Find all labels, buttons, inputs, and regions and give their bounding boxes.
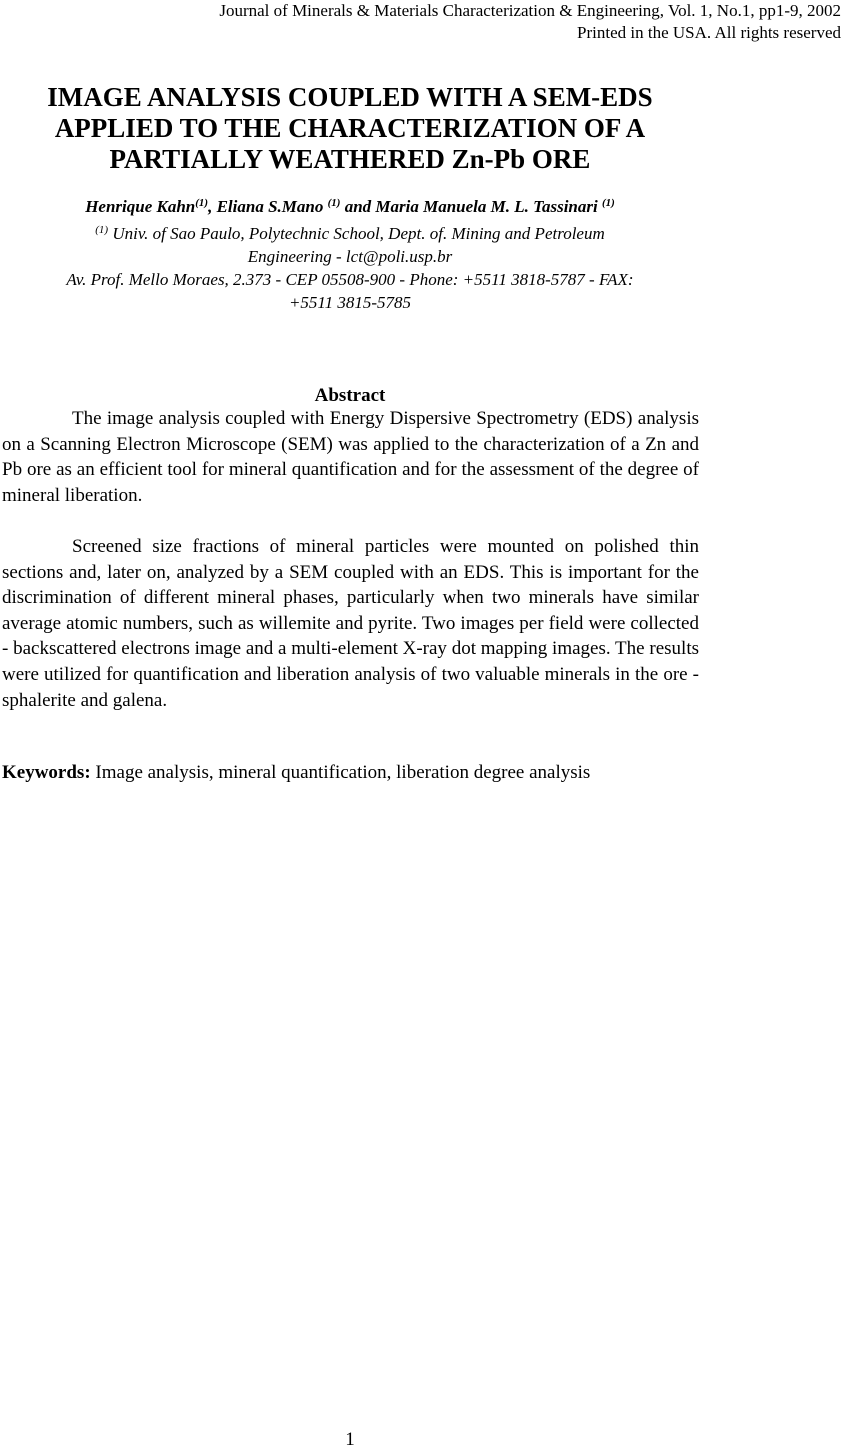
abstract-paragraph: The image analysis coupled with Energy Dispersive Spectrometry (EDS) analysis on a Scanning Electron Microscope (SEM) was applied to the characterization of a Zn and Pb ore as an efficient tool for mineral quantification and for the assessment of the degree of mineral liberation. [2,408,699,506]
affiliation-line-1: $^{(1)}$ Univ. of Sao Paulo, Polytechnic School, Dept. of. Mining and Petroleum [95,224,605,243]
author-name: and Maria Manuela M. L. Tassinari [340,197,598,216]
page-number: 1 [345,1429,355,1450]
affiliation-marker: (1) [95,224,109,236]
affiliation-line-2: Engineering - lct@poli.usp.br [247,247,453,266]
paper-title [0,82,700,175]
abstract-paragraph: Screened size fractions of mineral particles were mounted on polished thin sections and, later on, analyzed by a SEM coupled with an EDS. This is important for the discrimination of different mineral phases, particularly when two minerals have similar average atomic numbers, such as willemite and pyrite. Two images per field were collected - backscattered electrons image and a multi-element X-ray dot mapping images. The results were utilized for quantification and liberation analysis of two valuable minerals in the ore - sphalerite and galena. [2,536,699,711]
abstract-heading: Abstract [314,385,386,406]
title-line-3: PARTIALLY WEATHERED Zn-Pb ORE [109,144,591,174]
keywords-text: Image analysis, mineral quantification, liberation degree analysis [90,762,591,783]
journal-citation: Journal of Minerals & Materials Characterization & Engineering, Vol. 1, No.1, pp1-9, 2002 [219,1,841,20]
author-name: , Eliana S.Mano [208,197,324,216]
keywords [2,760,762,785]
address-line-2: +5511 3815-5785 [288,293,412,312]
keywords-label: Keywords: [2,762,91,783]
copyright-notice: Printed in the USA. All rights reserved [577,23,841,42]
title-line-2: APPLIED TO THE CHARACTERIZATION OF A [54,113,646,143]
affiliation-block [0,222,700,314]
title-line-1: IMAGE ANALYSIS COUPLED WITH A SEM-EDS [47,82,653,112]
author-list [0,196,700,218]
author-affiliation-marker: (1) [601,197,615,209]
author-affiliation-marker: (1) [195,197,209,209]
address-line-1: Av. Prof. Mello Moraes, 2.373 - CEP 05508-900 - Phone: +5511 3818-5787 - FAX: [66,270,634,289]
journal-header [219,0,841,44]
author-name: Henrique Kahn [85,197,196,216]
author-affiliation-marker: (1) [327,197,341,209]
